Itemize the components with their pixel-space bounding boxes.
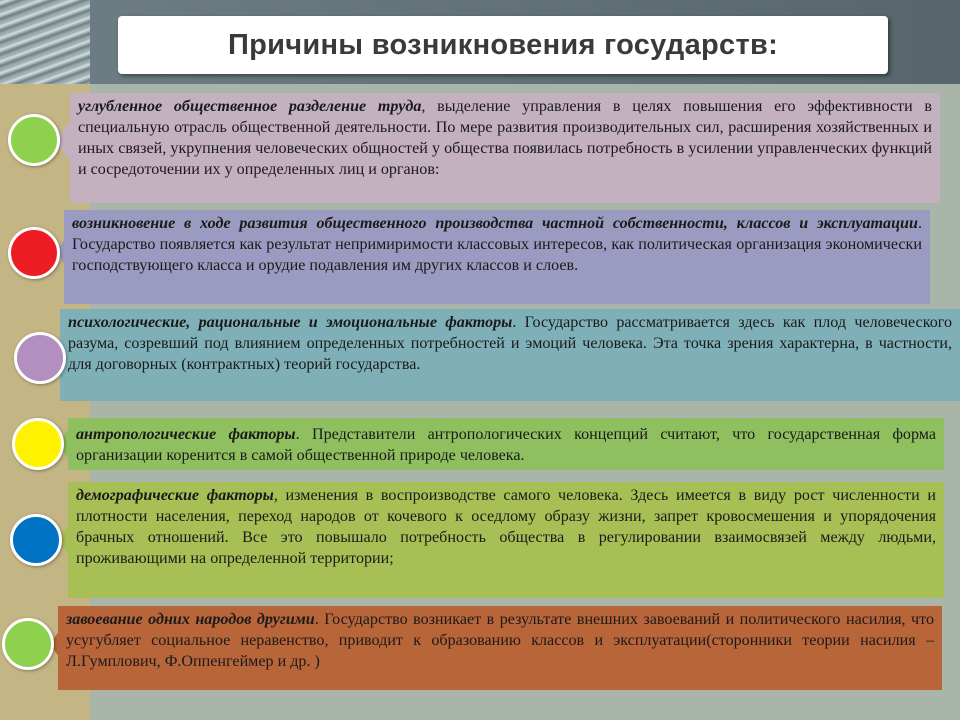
bullet-circle-green-2 <box>2 618 54 670</box>
reason-box-2 <box>64 210 930 304</box>
reason-text-5: , изменения в воспроизводстве самого человека. Здесь имеется в виду рост численности и плотности населения, переход народов от кочевого к оседлому образу жизни, запрет кровосмешения и упорядочения брачных отношений. Все это повышало потребность общества в регулировании взаимосвязей между людьми, проживающими на определенной территории; <box>76 487 936 567</box>
reason-text-3: . Государство рассматривается здесь как плод человеческого разума, созревший под влиянием определенных потребностей и эмоций человека. Эта точка зрения характерна, в частности, для договорных (контрактных) теорий государства. <box>68 314 952 373</box>
bullet-circle-yellow <box>12 418 64 470</box>
bullet-circle-red <box>8 227 60 279</box>
bullet-circle-green-1 <box>8 114 60 166</box>
bullet-circle-blue <box>10 514 62 566</box>
reason-term-1: углубленное общественное разделение труда <box>78 98 422 115</box>
reason-term-5: демографические факторы <box>76 487 274 504</box>
reason-text-1: , выделение управления в целях повышения его эффективности в специальную отрасль общественной деятельности. По мере развития производительных сил, расширения хозяйственных и иных связей, укрупнения человеческих общностей у общества появилась потребность в усилении управленческих функций и сосредоточении их у определенных лиц и органов: <box>78 98 933 178</box>
reason-text-4: . Представители антропологических концепций считают, что государственная форма организации коренится в самой общественной природе человека. <box>76 426 936 464</box>
reason-term-3: психологические, рациональные и эмоциональные факторы <box>68 314 513 331</box>
reason-term-2: возникновение в ходе развития общественного производства частной собственности, классов и эксплуатации <box>72 215 918 232</box>
reason-box-3 <box>60 309 960 401</box>
reason-term-4: антропологические факторы <box>76 426 296 443</box>
reason-box-4 <box>68 418 944 470</box>
reason-box-1 <box>70 93 940 203</box>
decorative-corner-image <box>0 0 90 84</box>
reason-term-6: завоевание одних народов другими <box>66 611 315 628</box>
reason-text-2: . Государство появляется как результат непримиримости классовых интересов, как политическая организация экономически господствующего класса и орудие подавления им других классов и слоев. <box>72 215 922 274</box>
reason-box-6 <box>58 606 942 690</box>
page-title: Причины возникновения государств: <box>227 28 779 61</box>
reason-box-5 <box>68 482 944 598</box>
title-box <box>118 16 888 74</box>
reason-text-6: . Государство возникает в результате внешних завоеваний и политического насилия, что усугубляет социальное неравенство, приводит к образованию классов и эксплуатации(сторонники теории насилия – Л.Гумплович, Ф.Оппенгеймер и др. ) <box>66 611 934 670</box>
bullet-circle-purple <box>14 332 66 384</box>
